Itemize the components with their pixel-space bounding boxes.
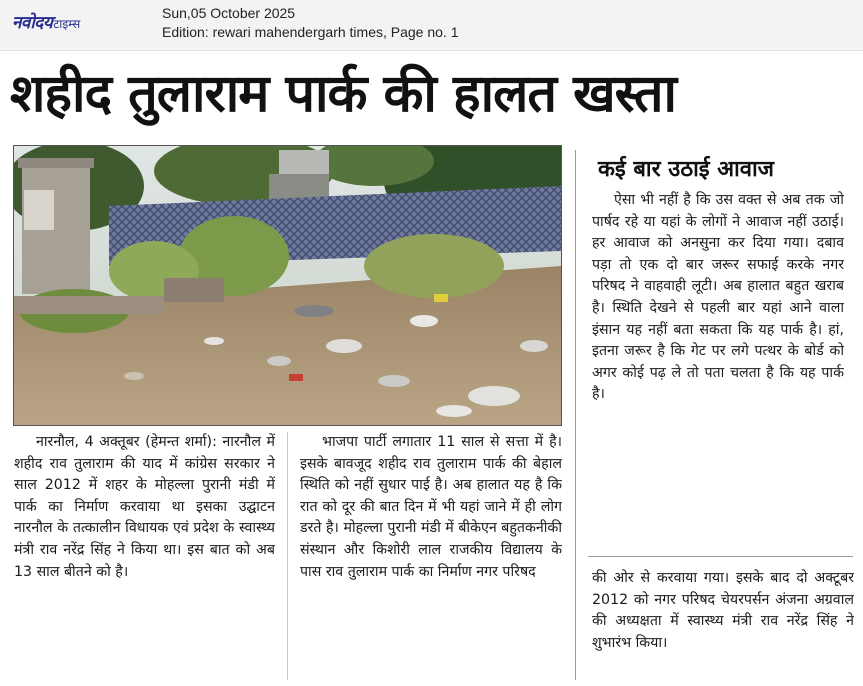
edition-info [162, 4, 459, 42]
article-column-1: नारनौल, 4 अक्तूबर (हेमन्त शर्मा): नारनौल में शहीद राव तुलाराम की याद में कांग्रेस सरकार ने साल 2012 में शहर के मोहल्ला पुरानी मंडी में पार्क का निर्माण करवाया था इसका उद्घाटन नारनौल के तत्कालीन विधायक एवं प्रदेश के स्वास्थ्य मंत्री राव नरेंद्र सिंह ने किया था। इस बात को अब 13 साल बीतने को है। [14, 434, 275, 580]
column-divider [287, 432, 288, 680]
park-photo [13, 145, 562, 426]
article-column-2: भाजपा पार्टी लगातार 11 साल से सत्ता में है। इसके बावजूद शहीद राव तुलाराम पार्क की बेहाल स्थिति को नहीं सुधार पाई है। अब हालात यह है कि रात को दूर की बात दिन में भी यहां जाने में ही लोग डरते है। मोहल्ला पुरानी मंडी में बीकेएन बहुतकनीकी संस्थान और किशोरी लाल राजकीय विद्यालय के पास राव तुलाराम पार्क का निर्माण नगर परिषद [300, 434, 562, 580]
subheading: कई बार उठाई आवाज [598, 157, 775, 182]
edition-line: Edition: rewari mahendergarh times, Page no. 1 [162, 24, 459, 40]
article-column-3: ऐसा भी नहीं है कि उस वक्त से अब तक जो पार्षद रहे या यहां के लोगों ने आवाज नहीं उठाई। हर आवाज को अनसुना कर दिया गया। दबाव पड़ा तो एक दो बार जरूर सफाई करके नगर परिषद ने वाहवाही लूटी। अब हालात बहुत खराब है। स्थिति देखने से पहली बार यहां आने वाला इंसान यह नहीं बता सकता कि यह पार्क है। हां, इतना जरूर है कि गेट पर लगे पत्थर के बोर्ड को अगर कोई पढ़ ले तो पता चलता है कि यह पार्क है। [592, 192, 844, 403]
logo-main-text: नवोदय [12, 13, 53, 33]
publication-date: Sun,05 October 2025 [162, 5, 296, 21]
article-headline: शहीद तुलाराम पार्क की हालत खस्ता [10, 64, 676, 124]
horizontal-divider [588, 556, 853, 557]
article-column-4: की ओर से करवाया गया। इसके बाद दो अक्टूबर 2012 को नगर परिषद चेयरपर्सन अंजना अग्रवाल की अध्यक्षता में स्वास्थ्य मंत्री राव नरेंद्र सिंह ने शुभारंभ किया। [592, 570, 854, 651]
logo-sub-text: टाइम्स [53, 17, 81, 31]
section-divider [575, 150, 576, 680]
publication-logo[interactable] [12, 10, 80, 36]
top-bar [0, 0, 863, 51]
